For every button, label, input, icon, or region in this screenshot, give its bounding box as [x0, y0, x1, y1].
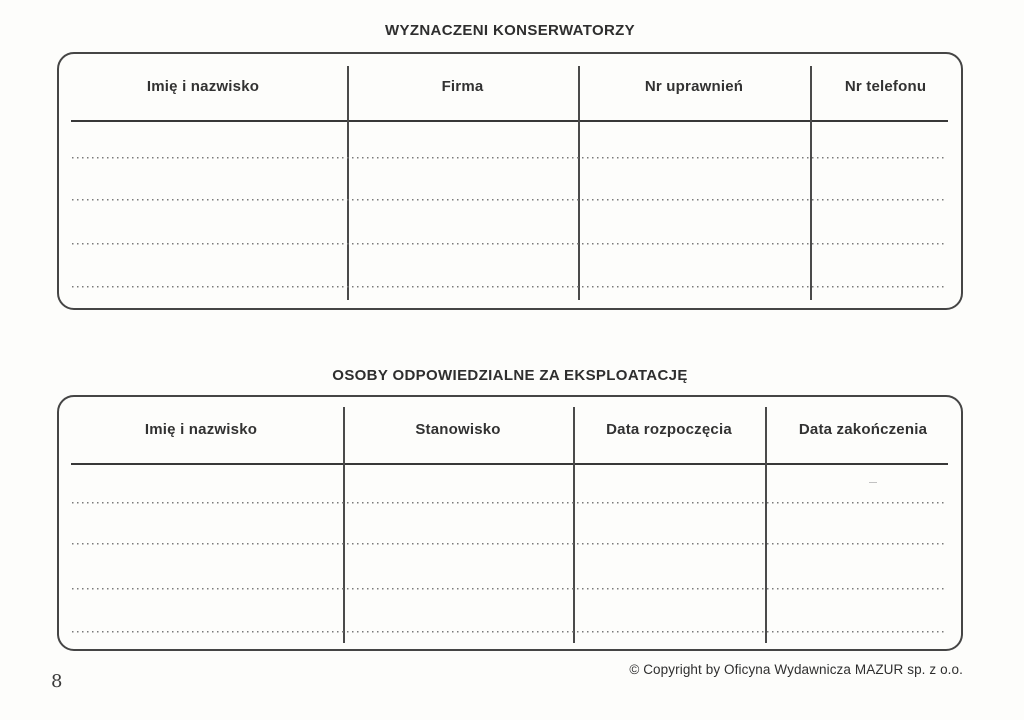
row-dotted-line: [72, 543, 946, 545]
table-osoby-odpowiedzialne: [57, 395, 963, 651]
column-header: Nr telefonu: [844, 77, 927, 95]
column-header: Imię i nazwisko: [146, 77, 260, 95]
column-header: Imię i nazwisko: [144, 420, 258, 438]
table-wyznaczeni-konserwatorzy: [57, 52, 963, 310]
column-header: Stanowisko: [415, 420, 501, 438]
column-header: Firma: [441, 77, 484, 95]
column-divider: [347, 66, 349, 300]
copyright-notice: © Copyright by Oficyna Wydawnicza MAZUR sp. z o.o.: [629, 662, 963, 677]
column-header: Data zakończenia: [798, 420, 928, 438]
row-dotted-line: [72, 588, 946, 590]
row-dotted-line: [72, 243, 946, 245]
row-dotted-line: [72, 631, 946, 633]
row-dotted-line: [72, 157, 946, 159]
header-underline: [71, 120, 948, 122]
page-number: 8: [51, 671, 63, 692]
column-divider: [573, 407, 575, 643]
row-dotted-line: [72, 286, 946, 288]
column-header: Data rozpoczęcia: [606, 420, 732, 438]
column-divider: [810, 66, 812, 300]
column-divider: [343, 407, 345, 643]
scan-artifact-dash: [869, 482, 877, 483]
row-dotted-line: [72, 199, 946, 201]
column-divider: [578, 66, 580, 300]
row-dotted-line: [72, 502, 946, 504]
column-divider: [765, 407, 767, 643]
table-title-osoby-odpowiedzialne: OSOBY ODPOWIEDZIALNE ZA EKSPLOATACJĘ: [332, 367, 688, 384]
header-underline: [71, 463, 948, 465]
column-header: Nr uprawnień: [644, 77, 744, 95]
table-title-wyznaczeni-konserwatorzy: WYZNACZENI KONSERWATORZY: [384, 22, 636, 39]
